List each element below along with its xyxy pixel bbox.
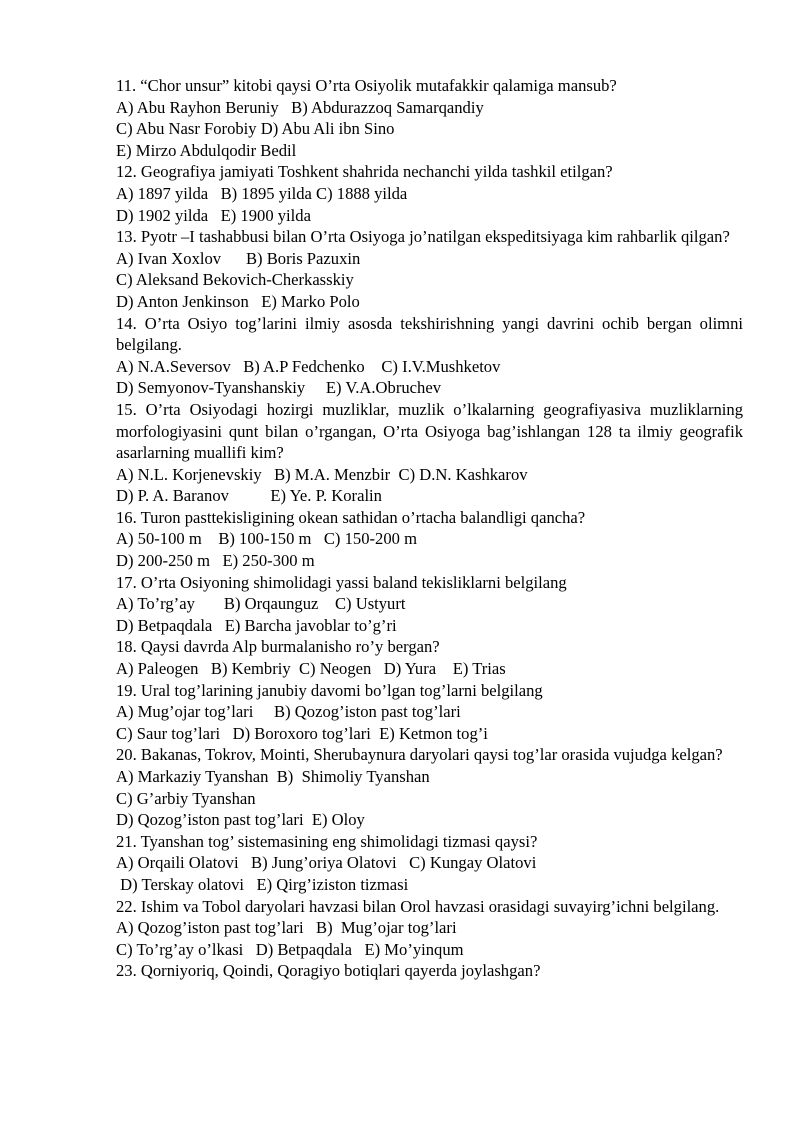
text-line: 23. Qorniyoriq, Qoindi, Qoragiyo botiqlari qayerda joylashgan? — [116, 961, 541, 981]
text-line: A) Markaziy Tyanshan B) Shimoliy Tyanshan — [116, 767, 430, 786]
text-line: 19. Ural tog’larining janubiy davomi bo’lgan tog’larni belgilang — [116, 680, 543, 700]
text-line: A) 1897 yilda B) 1895 yilda C) 1888 yilda — [116, 183, 408, 203]
text-line: 16. Turon pasttekisligining okean sathidan o’rtacha balandligi qancha? — [116, 507, 586, 527]
text-line: 22. Ishim va Tobol daryolari havzasi bilan Orol havzasi orasidagi suvayirg’ichni belgilang. — [116, 896, 720, 916]
text-line: C) Abu Nasr Forobiy D) Abu Ali ibn Sino — [116, 119, 395, 139]
text-line: C) To’rg’ay o’lkasi D) Betpaqdala E) Mo’yinqum — [116, 939, 464, 959]
text-line: A) Orqaili Olatovi B) Jung’oriya Olatovi C) Kungay Olatovi — [116, 853, 537, 873]
text-line: E) Mirzo Abdulqodir Bedil — [116, 140, 297, 160]
text-line: C) G’arbiy Tyanshan — [116, 788, 256, 808]
text-line: 11. “Chor unsur” kitobi qaysi O’rta Osiyolik mutafakkir qalamiga mansub? — [116, 76, 617, 95]
text-line: A) Ivan Xoxlov B) Boris Pazuxin — [116, 248, 361, 268]
text-line: D) P. A. Baranov E) Ye. P. Koralin — [116, 486, 382, 506]
text-line: D) Anton Jenkinson E) Marko Polo — [116, 291, 360, 311]
text-line: D) Qozog’iston past tog’lari E) Oloy — [116, 810, 365, 830]
text-line: D) 1902 yilda E) 1900 yilda — [116, 205, 311, 225]
text-line: 12. Geografiya jamiyati Toshkent shahrida nechanchi yilda tashkil etilgan? — [116, 162, 613, 182]
text-line: A) N.L. Korjenevskiy B) M.A. Menzbir C) D.N. Kashkarov — [116, 464, 528, 484]
text-line: D) 200-250 m E) 250-300 m — [116, 551, 315, 571]
text-line: 20. Bakanas, Tokrov, Mointi, Sherubaynura daryolari qaysi tog’lar orasida vujudga kelgan? — [116, 745, 723, 765]
text-line: C) Aleksand Bekovich-Cherkasskiy — [116, 270, 354, 290]
text-line: A) To’rg’ay B) Orqaunguz C) Ustyurt — [116, 594, 406, 614]
text-line: 13. Pyotr –I tashabbusi bilan O’rta Osiyoga jo’natilgan ekspeditsiyaga kim rahbarlik qilgan? — [116, 227, 730, 247]
text-line: D) Terskay olatovi E) Qirg’iziston tizmasi — [116, 874, 409, 894]
text-line: C) Saur tog’lari D) Boroxoro tog’lari E) Ketmon tog’i — [116, 723, 488, 743]
text-line: A) Abu Rayhon Beruniy B) Abdurazzoq Samarqandiy — [116, 97, 484, 117]
text-line: 15. O’rta Osiyodagi hozirgi muzliklar, muzlik o’lkalarning geografiyasiva muzliklarning morfologiyasini qunt bilan o’rgangan, O’rta Osiyoga bag’ishlangan 128 ta ilmiy geografik asarlarning muallifi kim? — [116, 399, 743, 463]
text-line: A) Qozog’iston past tog’lari B) Mug’ojar tog’lari — [116, 918, 457, 938]
text-line: D) Betpaqdala E) Barcha javoblar to’g’ri — [116, 615, 397, 635]
text-line: A) 50-100 m B) 100-150 m C) 150-200 m — [116, 529, 417, 549]
text-line: 17. O’rta Osiyoning shimolidagi yassi baland tekisliklarni belgilang — [116, 572, 567, 592]
text-line: A) N.A.Seversov B) A.P Fedchenko C) I.V.Mushketov — [116, 356, 501, 376]
text-line: D) Semyonov-Tyanshanskiy E) V.A.Obruchev — [116, 378, 441, 398]
text-line: 21. Tyanshan tog’ sistemasining eng shimolidagi tizmasi qaysi? — [116, 831, 538, 851]
text-line: A) Mug’ojar tog’lari B) Qozog’iston past tog’lari — [116, 702, 461, 722]
text-line: 14. O’rta Osiyo tog’larini ilmiy asosda tekshirishning yangi davrini ochib bergan olimni belgilang. — [116, 313, 743, 355]
text-line: 18. Qaysi davrda Alp burmalanisho ro’y bergan? — [116, 637, 440, 657]
text-line: A) Paleogen B) Kembriy C) Neogen D) Yura E) Trias — [116, 659, 506, 679]
